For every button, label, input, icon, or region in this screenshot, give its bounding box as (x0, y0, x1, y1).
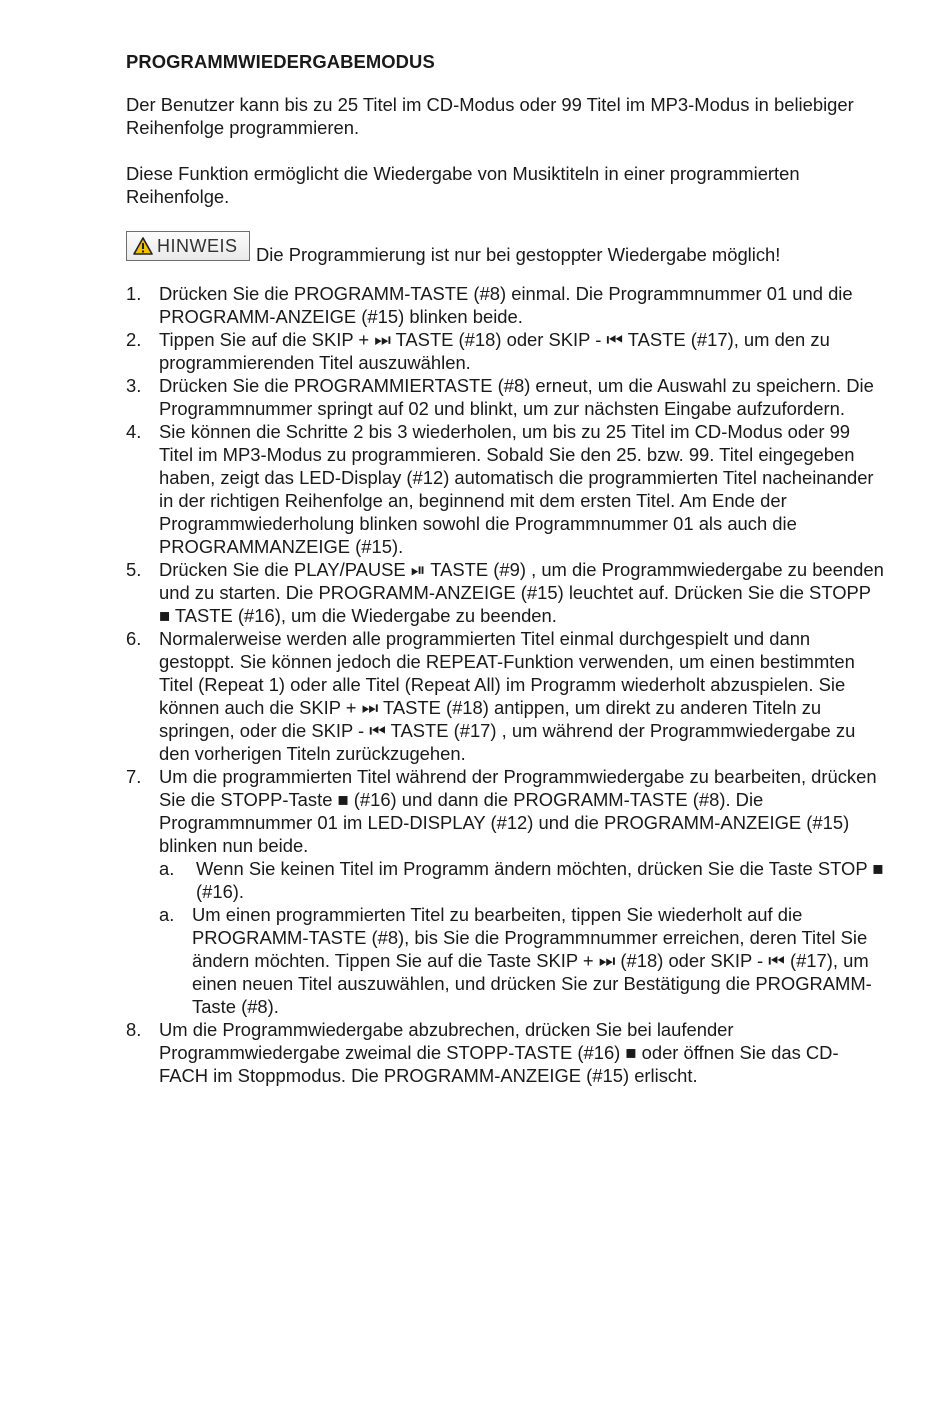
sub-step-number: a. (159, 904, 175, 925)
list-item (126, 627, 886, 765)
steps-list (126, 282, 886, 1087)
list-item (126, 374, 886, 420)
sub-step-number: a. (159, 858, 175, 879)
step-number: 6. (126, 628, 142, 649)
step-text: Normalerweise werden alle programmierten Titel einmal durchgespielt und dann gestoppt. Sie können jedoch die REPEAT-Funktion verwenden, um einen bestimmten Titel (Repeat 1) oder alle Titel (Repeat All) im Programm wiederholt abzuspielen. Sie können auch die SKIP + ⏭ TASTE (#18) antippen, um direkt zu anderen Titeln zu springen, oder die SKIP - ⏮ TASTE (#17) , um während der Programmwiedergabe zu den vorherigen Titeln zurückzugehen. (159, 628, 856, 764)
sub-step-text: Wenn Sie keinen Titel im Programm ändern möchten, drücken Sie die Taste STOP ■ (#16). (196, 858, 884, 902)
step-number: 1. (126, 283, 142, 304)
document-page (126, 50, 886, 1087)
step-number: 7. (126, 766, 142, 787)
list-item (126, 1018, 886, 1087)
page-title: PROGRAMMWIEDERGABEMODUS (126, 51, 435, 72)
step-number: 2. (126, 329, 142, 350)
hinweis-badge (126, 231, 250, 261)
step-text: Tippen Sie auf die SKIP + ⏭ TASTE (#18) oder SKIP - ⏮ TASTE (#17), um den zu programmierenden Titel auszuwählen. (159, 329, 830, 373)
list-item (126, 765, 886, 1018)
step-text: Um die Programmwiedergabe abzubrechen, drücken Sie bei laufender Programmwiedergabe zweimal die STOPP-TASTE (#16) ■ oder öffnen Sie das CD-FACH im Stoppmodus. Die PROGRAMM-ANZEIGE (#15) erlischt. (159, 1019, 839, 1086)
step-text: Sie können die Schritte 2 bis 3 wiederholen, um bis zu 25 Titel im CD-Modus oder 99 Titel im MP3-Modus zu programmieren. Sobald Sie den 25. bzw. 99. Titel eingegeben haben, zeigt das LED-Display (#12) automatisch die programmierten Titel nacheinander in der richtigen Reihenfolge an, beginnend mit dem ersten Titel. Am Ende der Programmwiederholung blinken sowohl die Programmnummer 01 als auch die PROGRAMMANZEIGE (#15). (159, 421, 874, 557)
step-text: Drücken Sie die PROGRAMM-TASTE (#8) einmal. Die Programmnummer 01 und die PROGRAMM-ANZEIGE (#15) blinken beide. (159, 283, 853, 327)
step-number: 8. (126, 1019, 142, 1040)
sub-list-item (159, 903, 886, 1018)
list-item (126, 558, 886, 627)
intro-paragraph-2: Diese Funktion ermöglicht die Wiedergabe von Musiktiteln in einer programmierten Reihenfolge. (126, 163, 800, 207)
intro-paragraph-1: Der Benutzer kann bis zu 25 Titel im CD-Modus oder 99 Titel im MP3-Modus in beliebiger Reihenfolge programmieren. (126, 94, 854, 138)
sub-list-item (159, 857, 886, 903)
warning-triangle-icon (133, 237, 153, 255)
step-text: Um die programmierten Titel während der Programmwiedergabe zu bearbeiten, drücken Sie die STOPP-Taste ■ (#16) und dann die PROGRAMM-TASTE (#8). Die Programmnummer 01 im LED-DISPLAY (#12) und die PROGRAMM-ANZEIGE (#15) blinken nun beide. (159, 766, 877, 856)
list-item (126, 282, 886, 328)
hinweis-label: HINWEIS (157, 235, 238, 256)
step-text: Drücken Sie die PLAY/PAUSE ⏯ TASTE (#9) , um die Programmwiedergabe zu beenden und zu starten. Die PROGRAMM-ANZEIGE (#15) leuchtet auf. Drücken Sie die STOPP ■ TASTE (#16), um die Wiedergabe zu beenden. (159, 559, 884, 626)
list-item (126, 328, 886, 374)
notice-line (126, 231, 886, 263)
step-text: Drücken Sie die PROGRAMMIERTASTE (#8) erneut, um die Auswahl zu speichern. Die Programmnummer springt auf 02 und blinkt, um zur nächsten Eingabe aufzufordern. (159, 375, 874, 419)
sub-step-text: Um einen programmierten Titel zu bearbeiten, tippen Sie wiederholt auf die PROGRAMM-TASTE (#8), bis Sie die Programmnummer erreichen, deren Titel Sie ändern möchten. Tippen Sie auf die Taste SKIP + ⏭ (#18) oder SKIP - ⏮ (#17), um einen neuen Titel auszuwählen, und drücken Sie zur Bestätigung die PROGRAMM-Taste (#8). (192, 904, 872, 1017)
step-number: 3. (126, 375, 142, 396)
step-number: 5. (126, 559, 142, 580)
notice-text: Die Programmierung ist nur bei gestoppter Wiedergabe möglich! (256, 244, 781, 265)
step-number: 4. (126, 421, 142, 442)
list-item (126, 420, 886, 558)
sub-steps-list (159, 857, 886, 1018)
